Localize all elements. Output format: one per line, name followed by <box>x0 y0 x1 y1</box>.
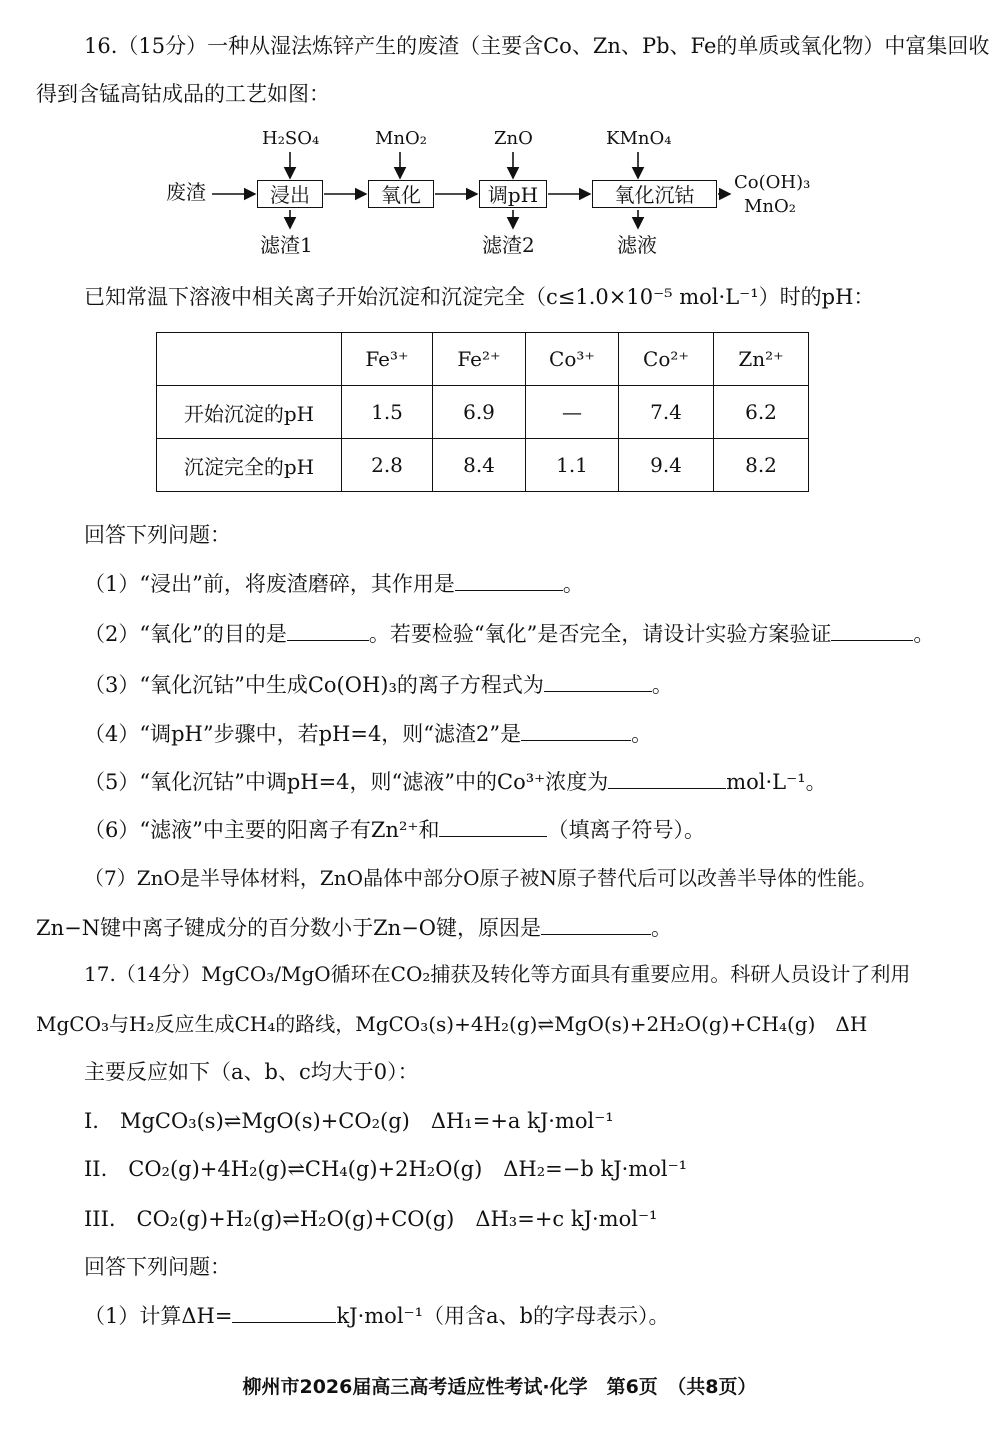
q16-sub1 <box>84 570 584 598</box>
answer-blank[interactable] <box>232 1302 336 1323</box>
flow-residue-1: 滤渣1 <box>260 233 313 257</box>
q16-sub5 <box>84 768 827 796</box>
table-cell: 8.2 <box>714 439 809 492</box>
answer-blank[interactable] <box>608 768 726 789</box>
q16-sub6-text: （6）“滤液”中主要的阳离子有Zn²⁺和 <box>84 818 440 842</box>
q16-answer-prompt: 回答下列问题： <box>84 523 231 547</box>
table-header-ion: Co³⁺ <box>526 333 619 386</box>
table-header-ion: Fe²⁺ <box>433 333 526 386</box>
q16-sub4-end: 。 <box>631 722 653 746</box>
q16-sub2-end: 。 <box>913 622 935 646</box>
answer-blank[interactable] <box>541 914 651 935</box>
q16-sub7-text: Zn−N键中离子键成分的百分数小于Zn−O键，原因是 <box>36 916 542 940</box>
table-header-ion: Zn²⁺ <box>714 333 809 386</box>
page-footer: 柳州市2026届高三高考适应性考试·化学 第6页 （共8页） <box>242 1376 757 1398</box>
flow-product-line1: Co(OH)₃ <box>734 172 811 193</box>
answer-blank[interactable] <box>455 570 563 591</box>
q17-sub1 <box>84 1302 670 1330</box>
table-cell: 2.8 <box>342 439 433 492</box>
q16-sub4-text: （4）“调pH”步骤中，若pH=4，则“滤渣2”是 <box>84 722 522 746</box>
q17-intro-line1: 17.（14分）MgCO₃/MgO循环在CO₂捕获及转化等方面具有重要应用。科研人员设计了利用 <box>84 962 911 986</box>
answer-blank[interactable] <box>287 620 369 641</box>
flow-step-adjust-ph: 调pH <box>479 180 547 208</box>
q16-sub2-mid: 。若要检验“氧化”是否完全，请设计实验方案验证 <box>368 622 832 646</box>
q16-known-conditions: 已知常温下溶液中相关离子开始沉淀和沉淀完全（c≤1.0×10⁻⁵ mol·L⁻¹）时的pH： <box>84 285 875 309</box>
q17-sub1-end: kJ·mol⁻¹（用含a、b的字母表示）。 <box>336 1304 670 1328</box>
table-header-ion: Co²⁺ <box>619 333 714 386</box>
q16-sub5-text: （5）“氧化沉钴”中调pH=4，则“滤液”中的Co³⁺浓度为 <box>84 770 609 794</box>
q16-sub3 <box>84 671 673 699</box>
flow-step-leach: 浸出 <box>257 180 323 208</box>
q17-reaction-3: III. CO₂(g)+H₂(g)⇌H₂O(g)+CO(g) ΔH₃=+c kJ·mol⁻¹ <box>84 1207 658 1231</box>
q16-intro-line1: 16.（15分）一种从湿法炼锌产生的废渣（主要含Co、Zn、Pb、Fe的单质或氧化物）中富集回收 <box>84 34 990 58</box>
answer-blank[interactable] <box>831 620 913 641</box>
q16-sub7-line2 <box>36 914 672 942</box>
table-cell: 6.2 <box>714 386 809 439</box>
q16-sub2-text: （2）“氧化”的目的是 <box>84 622 287 646</box>
table-cell: 6.9 <box>433 386 526 439</box>
q17-reaction-2: II. CO₂(g)+4H₂(g)⇌CH₄(g)+2H₂O(g) ΔH₂=−b kJ·mol⁻¹ <box>84 1157 688 1181</box>
flow-step-oxidize-precipitate: 氧化沉钴 <box>592 180 717 208</box>
q17-intro-line2: MgCO₃与H₂反应生成CH₄的路线，MgCO₃(s)+4H₂(g)⇌MgO(s)+2H₂O(g)+CH₄(g) ΔH <box>36 1012 868 1036</box>
table-cell: 9.4 <box>619 439 714 492</box>
q16-sub7-end: 。 <box>651 916 673 940</box>
q16-sub5-end: mol·L⁻¹。 <box>726 770 827 794</box>
table-cell: 7.4 <box>619 386 714 439</box>
table-corner-cell <box>157 333 342 386</box>
flow-input-label: 废渣 <box>166 180 206 204</box>
precipitation-ph-table <box>156 332 809 492</box>
flow-product-line2: MnO₂ <box>744 196 796 217</box>
q16-sub3-end: 。 <box>651 673 673 697</box>
q16-sub3-text: （3）“氧化沉钴”中生成Co(OH)₃的离子方程式为 <box>84 673 544 697</box>
flow-reagent-zno: ZnO <box>494 128 533 149</box>
q16-sub1-end: 。 <box>562 572 584 596</box>
q16-sub7-line1: （7）ZnO是半导体材料，ZnO晶体中部分O原子被N原子替代后可以改善半导体的性能。 <box>84 866 877 890</box>
table-row-label: 沉淀完全的pH <box>157 439 342 492</box>
q16-intro-line2: 得到含锰高钴成品的工艺如图： <box>36 82 330 106</box>
q17-main-reactions: 主要反应如下（a、b、c均大于0）： <box>84 1060 419 1084</box>
answer-blank[interactable] <box>521 720 631 741</box>
table-row <box>157 439 809 492</box>
table-cell: 1.1 <box>526 439 619 492</box>
table-header-row <box>157 333 809 386</box>
q16-sub6-end: （填离子符号）。 <box>547 818 705 842</box>
table-row <box>157 386 809 439</box>
table-cell: — <box>526 386 619 439</box>
flow-reagent-mno2: MnO₂ <box>375 128 427 149</box>
q16-sub2 <box>84 620 934 648</box>
q17-answer-prompt: 回答下列问题： <box>84 1255 231 1279</box>
flow-reagent-h2so4: H₂SO₄ <box>262 128 320 149</box>
process-flowchart <box>160 124 820 264</box>
q16-sub1-text: （1）“浸出”前，将废渣磨碎，其作用是 <box>84 572 455 596</box>
answer-blank[interactable] <box>544 671 652 692</box>
table-cell: 8.4 <box>433 439 526 492</box>
table-cell: 1.5 <box>342 386 433 439</box>
q17-reaction-1: I. MgCO₃(s)⇌MgO(s)+CO₂(g) ΔH₁=+a kJ·mol⁻¹ <box>84 1109 614 1133</box>
q16-sub4 <box>84 720 652 748</box>
flow-reagent-kmno4: KMnO₄ <box>606 128 672 149</box>
table-row-label: 开始沉淀的pH <box>157 386 342 439</box>
q17-sub1-text: （1）计算ΔH= <box>84 1304 233 1328</box>
flow-step-oxidize: 氧化 <box>368 180 434 208</box>
flow-filtrate: 滤液 <box>617 233 657 257</box>
answer-blank[interactable] <box>439 816 547 837</box>
flow-residue-2: 滤渣2 <box>482 233 535 257</box>
q16-sub6 <box>84 816 705 844</box>
table-header-ion: Fe³⁺ <box>342 333 433 386</box>
